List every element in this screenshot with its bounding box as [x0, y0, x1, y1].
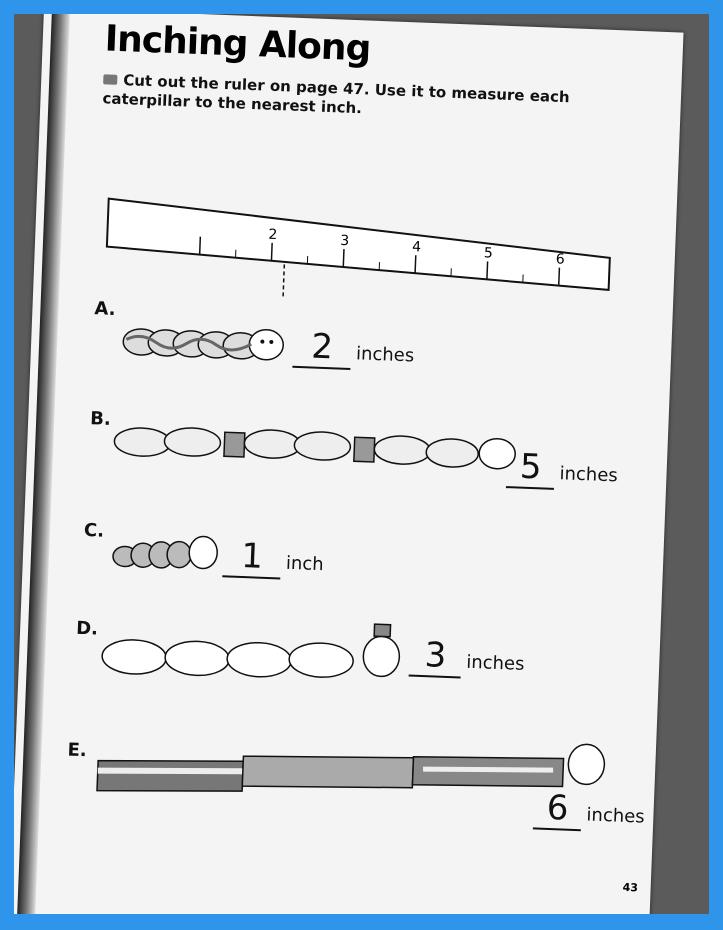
caterpillar-d [98, 606, 431, 699]
worksheet-page [14, 14, 684, 914]
instructions-text: Cut out the ruler on page 47. Use it to measure each caterpillar to the nearest inch. [102, 71, 570, 118]
item-a-label: A. [94, 298, 116, 320]
ruler-major-tick [415, 255, 416, 273]
caterpillar-a [120, 311, 312, 373]
item-b-answer[interactable]: 5 [506, 446, 556, 490]
photo-frame [14, 14, 709, 914]
item-d-unit: inches [465, 651, 525, 675]
page-title: Inching Along [104, 18, 372, 70]
item-c-answer[interactable]: 1 [222, 535, 282, 579]
item-b-label: B. [89, 408, 112, 430]
ruler-tick-label: 6 [555, 251, 565, 268]
item-b-answer-row [506, 446, 619, 492]
ruler-tick-label: 3 [339, 232, 350, 250]
ruler-major-tick [559, 268, 560, 286]
item-c-answer-row [222, 535, 324, 581]
item-e-label: E. [67, 739, 88, 762]
pencil-icon [103, 74, 117, 85]
ruler-major-tick [343, 249, 344, 267]
item-a-answer-row [292, 326, 415, 373]
item-c-label: C. [83, 519, 105, 542]
ruler-major-tick [200, 237, 201, 255]
item-a-unit: inches [355, 343, 415, 367]
book-binding [17, 14, 70, 914]
ruler-tick-label: 5 [483, 245, 494, 262]
ruler-major-tick [487, 261, 488, 279]
item-a-answer[interactable]: 2 [292, 326, 352, 370]
ruler-tick-label: 2 [268, 226, 278, 244]
item-d-answer[interactable]: 3 [409, 635, 463, 679]
ruler-tick-label: 4 [411, 239, 422, 256]
item-d-answer-row [409, 635, 526, 681]
instructions [102, 70, 573, 126]
item-e-answer[interactable]: 6 [533, 787, 583, 831]
item-e-answer-row [533, 787, 646, 833]
caterpillar-c [104, 521, 226, 581]
item-c-unit: inch [285, 552, 325, 576]
caterpillar-b [111, 406, 533, 482]
ruler [103, 181, 627, 311]
item-d-label: D. [75, 617, 99, 640]
item-b-unit: inches [559, 463, 619, 487]
ruler-major-tick [271, 243, 272, 261]
page-number: 43 [622, 880, 639, 895]
item-e-unit: inches [586, 804, 646, 828]
